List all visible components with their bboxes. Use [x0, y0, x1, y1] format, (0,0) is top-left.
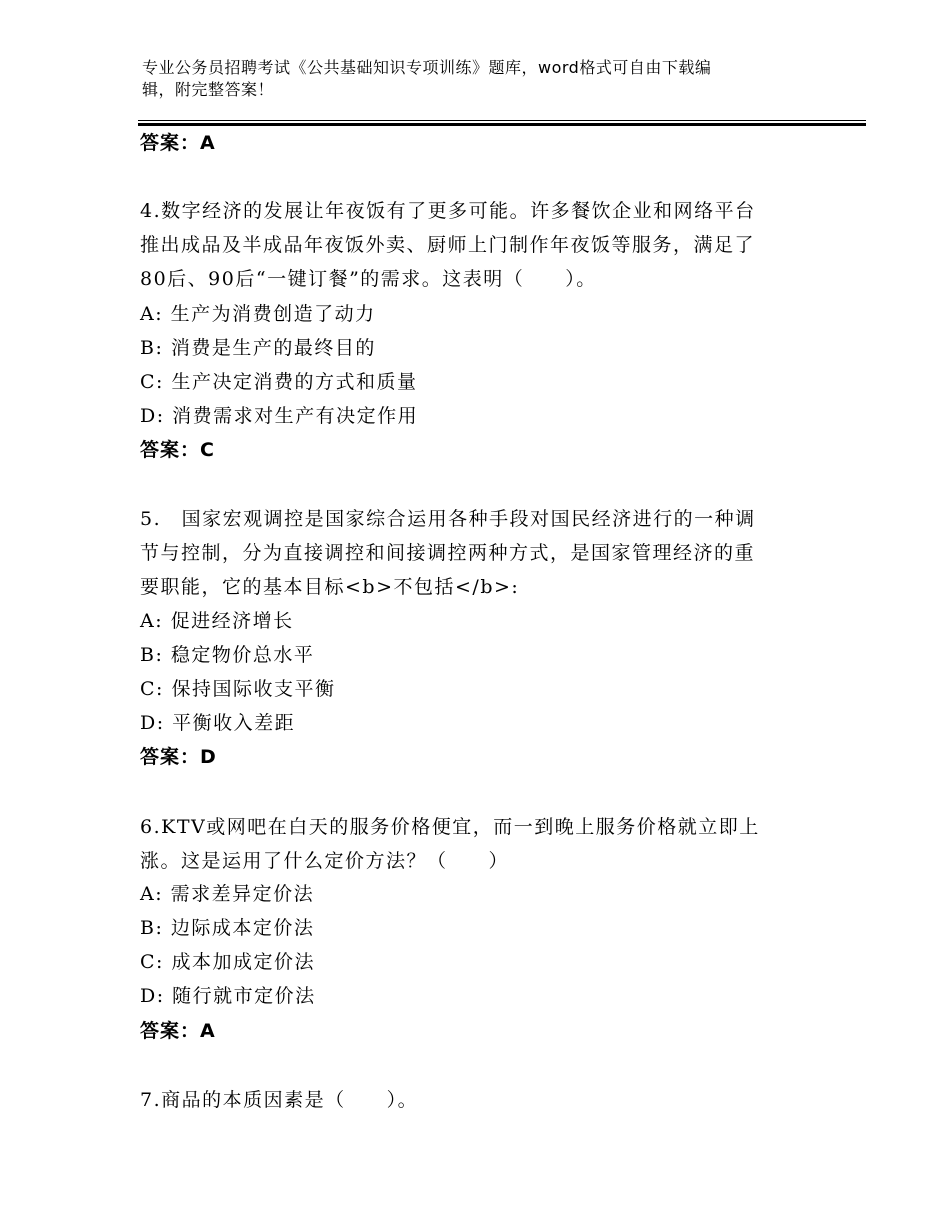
question-5-line-1: 5. 国家宏观调控是国家综合运用各种手段对国民经济进行的一种调	[140, 508, 756, 530]
question-5-option-c: C: 保持国际收支平衡	[140, 678, 336, 700]
question-5-option-a: A: 促进经济增长	[140, 610, 294, 632]
question-4-line-3: 80后、90后“一键订餐”的需求。这表明（ ）。	[140, 268, 597, 290]
question-6-option-d: D: 随行就市定价法	[140, 985, 316, 1007]
question-6-option-a: A: 需求差异定价法	[140, 883, 315, 905]
question-4-option-b: B: 消费是生产的最终目的	[140, 337, 376, 359]
question-4-answer: 答案：C	[140, 439, 215, 461]
header-divider	[138, 120, 866, 126]
question-7-line-1: 7.商品的本质因素是（ ）。	[140, 1089, 419, 1111]
question-5-line-2: 节与控制，分为直接调控和间接调控两种方式，是国家管理经济的重	[140, 542, 756, 564]
header-divider-thick	[138, 123, 866, 126]
answer-prev: 答案：A	[140, 132, 216, 154]
question-5	[140, 502, 800, 604]
question-4-line-1: 4.数字经济的发展让年夜饭有了更多可能。许多餐饮企业和网络平台	[140, 200, 756, 222]
question-5-line-3: 要职能，它的基本目标<b>不包括</b>:	[140, 576, 520, 598]
question-6-line-2: 涨。这是运用了什么定价方法？（ ）	[140, 850, 510, 872]
header-line-1: 专业公务员招聘考试《公共基础知识专项训练》题库，word格式可自由下载编	[142, 58, 712, 77]
header-line-2: 辑，附完整答案！	[142, 80, 275, 99]
question-4-line-2: 推出成品及半成品年夜饭外卖、厨师上门制作年夜饭等服务，满足了	[140, 234, 756, 256]
header-divider-thin	[138, 120, 866, 121]
question-4-option-d: D: 消费需求对生产有决定作用	[140, 405, 419, 427]
question-6-option-b: B: 边际成本定价法	[140, 917, 315, 939]
question-4-option-c: C: 生产决定消费的方式和质量	[140, 371, 418, 393]
question-4-option-a: A: 生产为消费创造了动力	[140, 303, 376, 325]
question-6-line-1: 6.KTV或网吧在白天的服务价格便宜，而一到晚上服务价格就立即上	[140, 816, 760, 838]
question-5-answer: 答案：D	[140, 746, 217, 768]
question-6-answer: 答案：A	[140, 1020, 216, 1042]
question-5-option-d: D: 平衡收入差距	[140, 712, 296, 734]
question-6	[140, 810, 800, 878]
question-6-option-c: C: 成本加成定价法	[140, 951, 315, 973]
document-header	[142, 57, 802, 101]
question-4	[140, 194, 800, 296]
question-5-option-b: B: 稳定物价总水平	[140, 644, 315, 666]
question-7	[140, 1083, 800, 1117]
